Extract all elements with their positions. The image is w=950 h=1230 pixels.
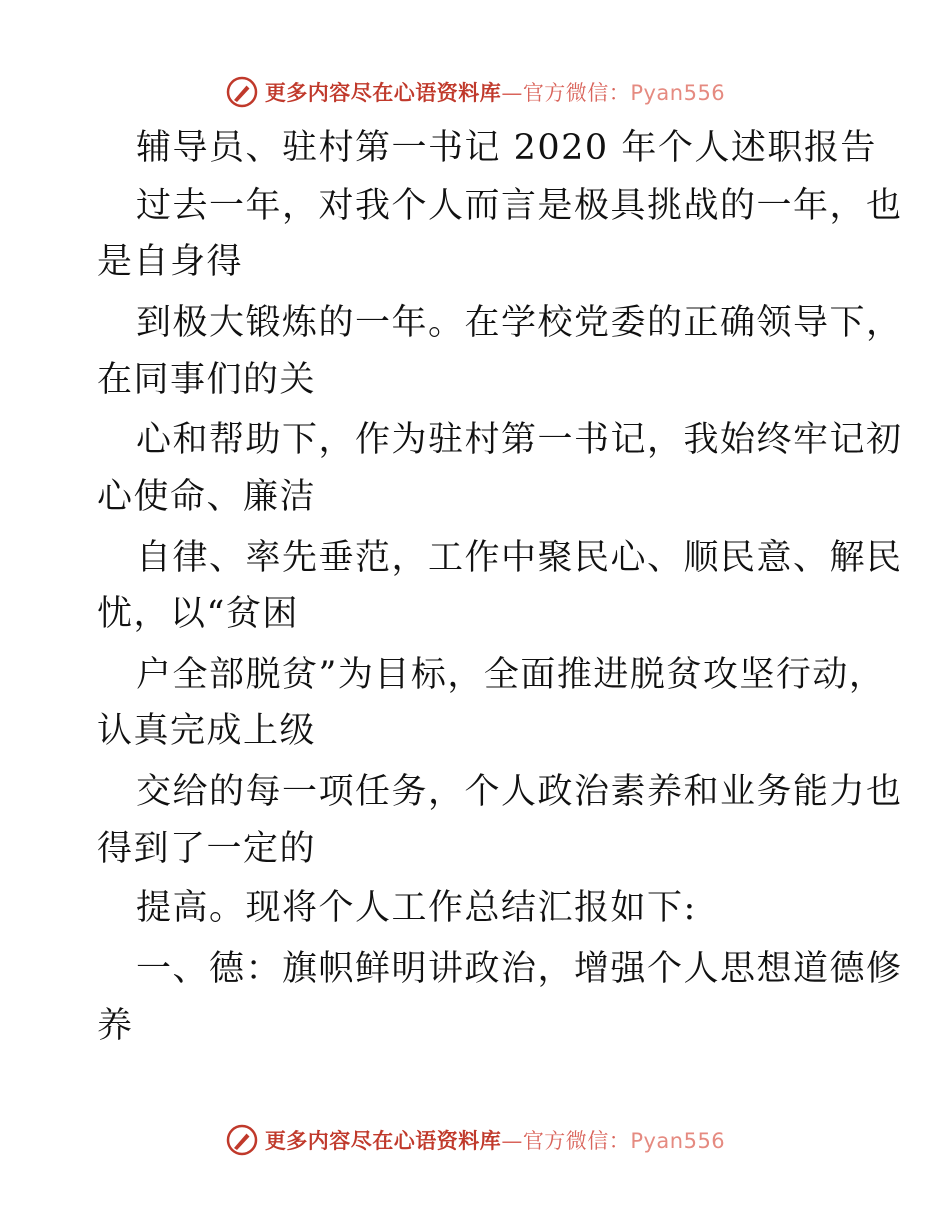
pen-circle-logo-icon xyxy=(225,75,259,109)
paragraph-4-line-1: 自律、率先垂范，工作中聚民心、顺民意、解民 xyxy=(136,538,903,578)
paragraph-3-line-1: 心和帮助下，作为驻村第一书记，我始终牢记初 xyxy=(136,420,903,460)
paragraph-6-line-2: 得到了一定的 xyxy=(97,829,317,869)
banner-wechat-label: —官方微信： xyxy=(501,81,631,105)
paragraph-2-line-2: 在同事们的关 xyxy=(97,360,317,400)
paragraph-2-line-1: 到极大锻炼的一年。在学校党委的正确领导下， xyxy=(136,303,903,343)
banner-text xyxy=(265,77,725,107)
section-1-heading-line-2: 养 xyxy=(97,1006,134,1046)
paragraph-1-line-1: 过去一年，对我个人而言是极具挑战的一年，也 xyxy=(136,186,903,226)
paragraph-4-line-2: 忧，以“贫困 xyxy=(97,594,299,634)
paragraph-3-line-2: 心使命、廉洁 xyxy=(97,477,317,517)
banner-wechat-label: —官方微信： xyxy=(501,1129,631,1153)
closing-line: 提高。现将个人工作总结汇报如下: xyxy=(136,888,697,928)
banner-site-name: 更多内容尽在心语资料库 xyxy=(264,81,502,105)
paragraph-1-line-2: 是自身得 xyxy=(97,242,244,282)
paragraph-6-line-1: 交给的每一项任务，个人政治素养和业务能力也 xyxy=(136,772,903,812)
banner-wechat-id: Pyan556 xyxy=(630,1129,726,1153)
paragraph-5-line-2: 认真完成上级 xyxy=(97,711,317,751)
banner-site-name: 更多内容尽在心语资料库 xyxy=(264,1129,502,1153)
document-title: 辅导员、驻村第一书记 2020 年个人述职报告 xyxy=(136,128,877,168)
footer-banner xyxy=(0,1120,950,1160)
header-banner xyxy=(0,72,950,112)
banner-wechat-id: Pyan556 xyxy=(630,81,726,105)
banner-text xyxy=(265,1125,725,1155)
pen-circle-logo-icon xyxy=(225,1123,259,1157)
section-1-heading-line-1: 一、德：旗帜鲜明讲政治，增强个人思想道德修 xyxy=(136,949,903,989)
paragraph-5-line-1: 户全部脱贫”为目标，全面推进脱贫攻坚行动， xyxy=(136,655,886,695)
